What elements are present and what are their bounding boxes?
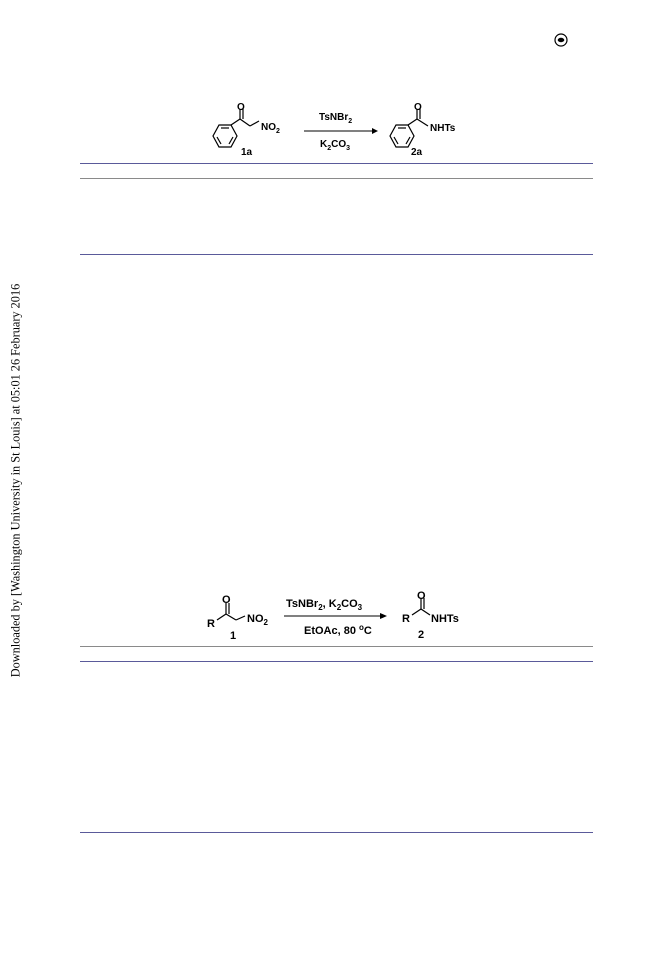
scheme-2-product-label: 2 — [418, 629, 425, 641]
scheme-1-nitro-group: NO — [261, 122, 276, 133]
scheme-2-reagent-bottom: EtOAc, 80 — [304, 625, 360, 637]
svg-text:K2CO3: $K_2CO_3$ — [320, 139, 351, 152]
scheme-1-product-label: 2a — [411, 147, 423, 158]
scheme-1-product-structure — [390, 109, 428, 147]
svg-text:TsNBr2, K2CO3: TsNBr$_2$, $K_2CO_3$ — [286, 598, 363, 612]
svg-text:NO2 — [261, 122, 280, 135]
scheme-2-nitro-group: NO — [247, 613, 264, 625]
table-2-top-rule — [80, 646, 593, 647]
scheme-1-reactant-label: 1a — [241, 147, 253, 158]
svg-text:EtOAc, 80 oC: EtOAc, 80 $^o$C — [304, 623, 372, 637]
scheme-2 — [200, 590, 480, 650]
table-1-header-rule — [80, 178, 593, 179]
scheme-2-reagent-top: TsNBr — [286, 598, 319, 610]
publisher-logo-icon — [554, 33, 568, 47]
scheme-1-product-group: NHTs — [430, 123, 456, 134]
svg-text:NO2: $NO_2$ — [247, 613, 268, 627]
table-1-top-rule — [80, 163, 593, 164]
scheme-1-nitro-sub: 2 — [276, 128, 280, 135]
scheme-2-oxygen: O — [222, 594, 231, 606]
scheme-1 — [200, 100, 500, 160]
table-2-bottom-rule — [80, 832, 593, 833]
scheme-2-product-group: NHTs — [431, 613, 459, 625]
scheme-2-reactant-label: 1 — [230, 630, 237, 642]
scheme-2-r-group: R — [207, 618, 215, 630]
download-watermark — [8, 265, 24, 695]
table-1-bottom-rule — [80, 254, 593, 255]
scheme-1-oxygen: O — [237, 102, 245, 113]
scheme-1-reagent-bottom: K — [320, 139, 328, 150]
scheme-1-reactant-structure — [213, 109, 259, 147]
scheme-1-reagent-top: TsNBr — [319, 112, 349, 123]
table-2-header-rule — [80, 661, 593, 662]
download-watermark-text: Downloaded by [Washington University in St Louis] at 05:01 26 February 2016 — [8, 283, 23, 677]
svg-text:TsNBr2: TsNBr$_2$ — [319, 112, 353, 125]
scheme-1-product-oxygen: O — [414, 102, 422, 113]
scheme-2-product-oxygen: O — [417, 590, 426, 602]
scheme-2-product-r-group: R — [402, 613, 410, 625]
